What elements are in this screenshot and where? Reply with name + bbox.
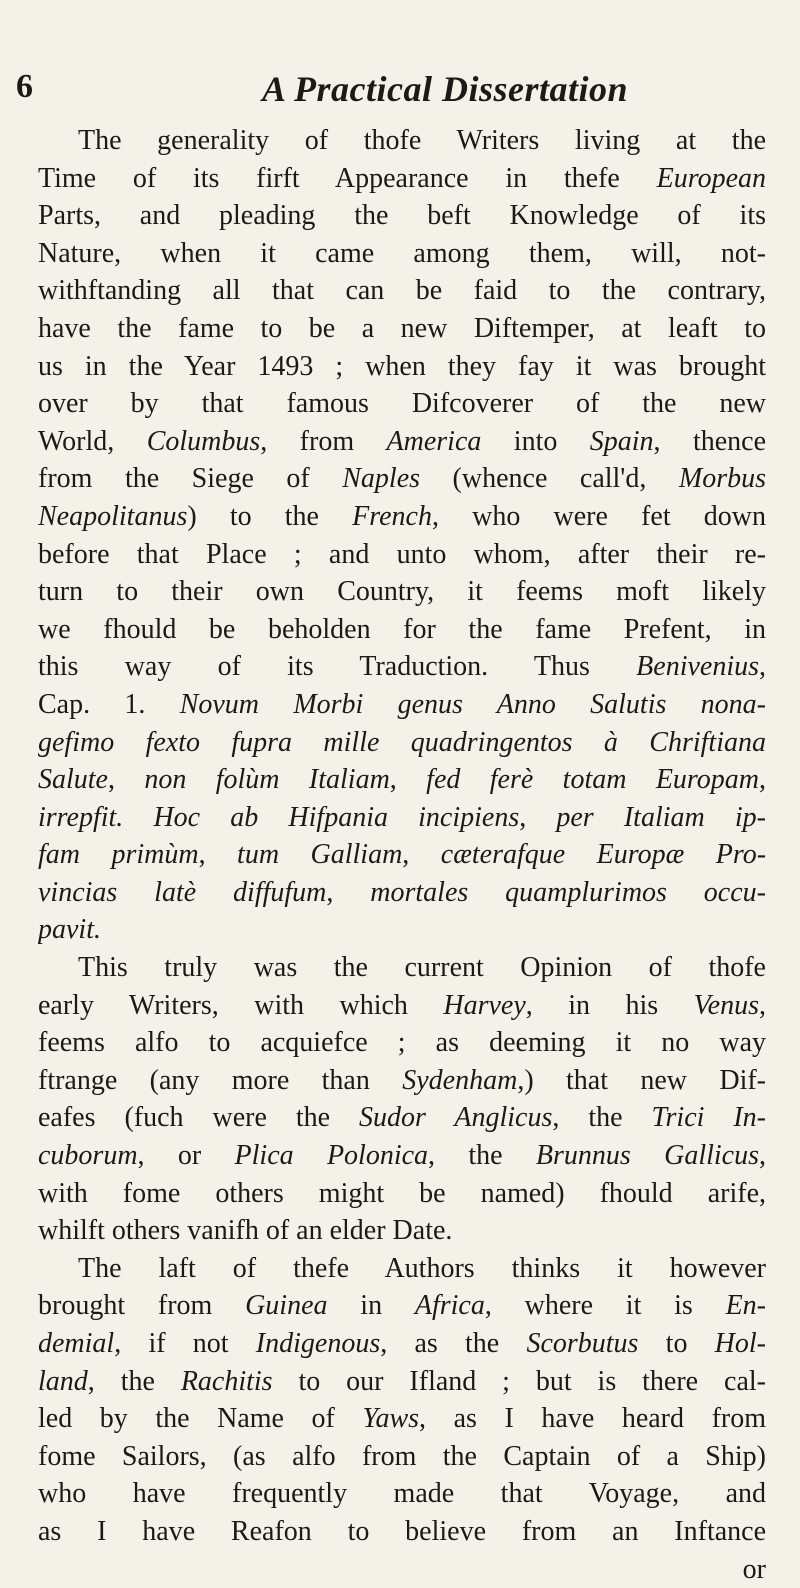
- text-line: [38, 460, 766, 498]
- text-line: [38, 1024, 766, 1062]
- italic-run: mortales quamplurimos occu-: [370, 876, 766, 908]
- text-run: to: [638, 1328, 715, 1359]
- italic-run: demial: [38, 1328, 115, 1359]
- text-line: [38, 1287, 766, 1325]
- italic-run: vincias latè diffufum: [38, 876, 327, 908]
- text-line: [38, 1099, 766, 1137]
- text-line: [38, 122, 766, 160]
- text-line: [38, 498, 766, 536]
- text-line: [38, 1212, 766, 1250]
- text-line: [38, 1062, 766, 1100]
- text-run: in: [327, 1290, 415, 1322]
- text-run: this way of its Traduction. Thus: [38, 651, 637, 683]
- text-run: , the: [428, 1140, 536, 1172]
- text-run: us in the Year 1493 ; when they fay it was brought: [38, 350, 766, 382]
- italic-run: Trici In-: [651, 1102, 766, 1134]
- text-run: Parts, and pleading the beft Knowledge of its: [38, 200, 766, 232]
- text-run: Nature, when it came among them, will, not-: [38, 237, 766, 269]
- text-run: The laft of thefe Authors thinks it however: [78, 1252, 766, 1284]
- text-run: early Writers, with which: [38, 989, 444, 1021]
- italic-run: cæterafque Europæ Pro-: [440, 839, 766, 871]
- text-run: ,: [759, 764, 766, 796]
- italic-run: cuborum: [38, 1140, 138, 1172]
- text-run: fome Sailors, (as alfo from the Captain of a Ship): [38, 1440, 766, 1472]
- text-run: have the fame to be a new Diftemper, at leaft to: [38, 312, 766, 344]
- text-run: , as the: [380, 1328, 527, 1359]
- italic-run: Rachitis: [180, 1365, 273, 1397]
- italic-run: Scorbutus: [526, 1328, 639, 1359]
- italic-run: Novum Morbi genus Anno Salutis nona-: [179, 688, 766, 720]
- text-run: over by that famous Difcoverer of the new: [38, 388, 766, 420]
- text-run: ,: [389, 764, 427, 796]
- text-run: (whence call'd,: [420, 463, 679, 495]
- text-run: ) to the: [187, 500, 353, 532]
- italic-run: pavit.: [38, 914, 101, 946]
- text-run: ,: [198, 839, 238, 871]
- text-run: withftanding all that can be faid to the contrary,: [38, 275, 766, 307]
- text-line: [38, 1438, 766, 1476]
- text-run: before that Place ; and unto whom, after their re-: [38, 538, 766, 570]
- italic-run: Salute: [38, 764, 108, 796]
- italic-run: gefimo fexto fupra mille quadringentos à Chriftiana: [38, 726, 766, 758]
- text-run: , where it is: [484, 1290, 726, 1322]
- text-line: [38, 724, 766, 762]
- text-line: [38, 1475, 766, 1513]
- text-run: The generality of thofe Writers living at the: [78, 125, 766, 156]
- italic-run: Brunnus Gallicus: [535, 1140, 760, 1172]
- text-run: brought from: [38, 1290, 246, 1322]
- text-run: This truly was the current Opinion of thofe: [78, 952, 766, 984]
- page-number: 6: [16, 68, 33, 105]
- text-run: , or: [137, 1140, 235, 1172]
- italic-run: land: [38, 1365, 88, 1397]
- text-line: [38, 1250, 766, 1288]
- text-run: , who were fet down: [431, 500, 766, 532]
- text-run: or: [742, 1553, 766, 1585]
- italic-run: America: [386, 425, 482, 457]
- text-line: [38, 836, 766, 874]
- text-line: [38, 385, 766, 423]
- text-line: [38, 1363, 766, 1401]
- italic-run: Sydenham: [402, 1064, 518, 1096]
- italic-run: Yaws: [362, 1403, 420, 1435]
- catchword: [38, 1551, 766, 1588]
- text-run: we fhould be beholden for the fame Prefent, in: [38, 613, 766, 645]
- italic-run: Hol-: [714, 1328, 766, 1359]
- italic-run: Venus: [693, 989, 759, 1021]
- text-line: [38, 987, 766, 1025]
- italic-run: Naples: [342, 463, 421, 495]
- italic-run: fed ferè totam Europam: [426, 764, 759, 796]
- text-line: [38, 686, 766, 724]
- italic-run: per Italiam ip-: [556, 801, 766, 833]
- text-line: [38, 1513, 766, 1551]
- italic-run: Benivenius: [636, 651, 759, 683]
- italic-run: Harvey: [443, 989, 526, 1021]
- italic-run: European: [656, 162, 766, 194]
- italic-run: tum Galliam: [237, 839, 403, 871]
- text-run: into: [481, 425, 590, 457]
- text-run: , in his: [525, 989, 694, 1021]
- italic-run: Columbus: [146, 425, 261, 457]
- text-line: [38, 235, 766, 273]
- text-run: eafes (fuch were the: [38, 1102, 360, 1134]
- italic-run: Africa: [414, 1290, 485, 1322]
- text-run: ,: [759, 651, 766, 683]
- text-line: [38, 536, 766, 574]
- text-line: [38, 160, 766, 198]
- text-line: [38, 874, 766, 912]
- text-line: [38, 611, 766, 649]
- italic-run: Sudor Anglicus: [359, 1102, 553, 1134]
- text-run: ,: [326, 876, 371, 908]
- text-line: [38, 310, 766, 348]
- text-run: , the: [87, 1365, 181, 1397]
- italic-run: Spain: [589, 425, 654, 457]
- running-head: A Practical Dissertation: [262, 69, 629, 109]
- text-line: [38, 573, 766, 611]
- text-run: led by the Name of: [38, 1403, 363, 1435]
- text-line: [38, 1137, 766, 1175]
- text-line: [38, 911, 766, 949]
- text-line: [38, 423, 766, 461]
- text-run: , from: [260, 425, 387, 457]
- text-run: from the Siege of: [38, 463, 343, 495]
- text-run: feems alfo to acquiefce ; as deeming it no way: [38, 1027, 766, 1059]
- italic-run: French: [352, 500, 432, 532]
- italic-run: irrepfit. Hoc ab Hifpania incipiens: [38, 801, 520, 833]
- text-run: with fome others might be named) fhould arife,: [38, 1177, 766, 1209]
- text-run: , the: [552, 1102, 652, 1134]
- text-run: , as I have heard from: [419, 1403, 766, 1435]
- text-run: to our Ifland ; but is there cal-: [272, 1365, 766, 1397]
- text-run: ,: [759, 989, 766, 1021]
- text-run: ,: [519, 801, 557, 833]
- italic-run: fam primùm: [38, 839, 199, 871]
- page-header: [0, 68, 800, 112]
- text-line: [38, 197, 766, 235]
- italic-run: Indigenous: [255, 1328, 381, 1359]
- text-run: , if not: [114, 1328, 256, 1359]
- italic-run: non folùm Italiam: [144, 764, 390, 796]
- text-line: [38, 1175, 766, 1213]
- italic-run: Plica Polonica: [234, 1140, 429, 1172]
- text-run: World,: [38, 425, 147, 457]
- text-line: [38, 648, 766, 686]
- italic-run: Morbus: [678, 463, 766, 495]
- text-run: Cap. 1.: [38, 688, 180, 720]
- text-run: turn to their own Country, it feems moft likely: [38, 576, 766, 608]
- text-run: Time of its firft Appearance in thefe: [38, 162, 657, 194]
- text-line: [38, 348, 766, 386]
- text-run: whilft others vanifh of an elder Date.: [38, 1215, 453, 1247]
- italic-run: Guinea: [245, 1290, 328, 1322]
- text-line: [38, 1325, 766, 1363]
- text-line: [38, 799, 766, 837]
- text-line: [38, 949, 766, 987]
- text-line: [38, 761, 766, 799]
- text-run: ftrange (any more than: [38, 1064, 403, 1096]
- text-run: ,) that new Dif-: [517, 1064, 766, 1096]
- text-line: [38, 1400, 766, 1438]
- text-run: ,: [402, 839, 441, 871]
- text-run: , thence: [653, 425, 766, 457]
- italic-run: Neapolitanus: [38, 500, 188, 532]
- text-run: ,: [759, 1140, 766, 1172]
- italic-run: En-: [725, 1290, 766, 1322]
- text-run: who have frequently made that Voyage, and: [38, 1478, 766, 1510]
- text-run: as I have Reafon to believe from an Inftance: [38, 1515, 766, 1547]
- body-text: [38, 122, 766, 1588]
- text-run: ,: [108, 764, 145, 796]
- text-line: [38, 272, 766, 310]
